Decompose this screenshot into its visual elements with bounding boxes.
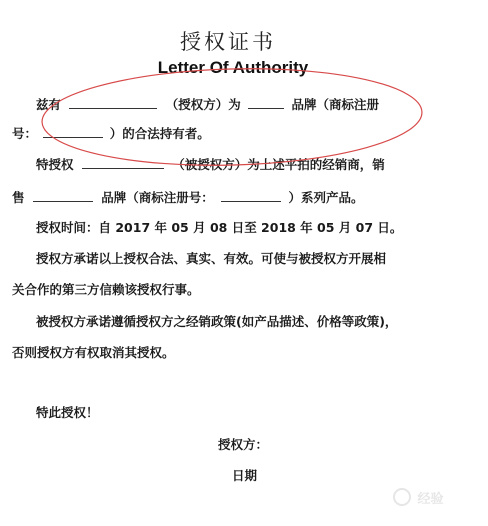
authorized-commitment-line-1: 被授权方承诺遵循授权方之经销政策(如产品描述、价格等政策)，	[36, 314, 398, 329]
brand-blank	[248, 96, 284, 109]
document-title: 授权证书	[180, 30, 276, 54]
paragraph-grant-line-1	[36, 155, 385, 173]
product-brand-label: 品牌（商标注册号：	[101, 190, 214, 205]
sell-prefix: 售	[12, 190, 25, 205]
date-label: 日期	[232, 468, 258, 483]
closing-statement: 特此授权！	[36, 405, 99, 420]
product-reg-blank	[221, 189, 281, 202]
watermark	[393, 488, 473, 510]
authorized-commitment-line-2: 否则授权方有权取消其授权。	[12, 345, 175, 360]
holder-prefix: 兹有	[36, 97, 62, 112]
holder-suffix: ）的合法持有者。	[109, 126, 210, 141]
paragraph-holder-line-2	[12, 124, 210, 142]
grant-description: （被授权方）为上述平拍的经销商，销	[172, 157, 385, 172]
authorizer-commitment-line-2: 关合作的第三方信赖该授权行事。	[12, 282, 200, 297]
grant-prefix: 特授权	[36, 157, 74, 172]
document-subtitle: Letter Of Authority	[157, 58, 309, 77]
reg-number-blank	[43, 125, 103, 138]
paragraph-holder-line-1	[36, 95, 379, 113]
product-brand-blank	[33, 189, 93, 202]
authorizer-commitment-line-1: 授权方承诺以上授权合法、真实、有效。可使与被授权方开展相	[36, 251, 387, 266]
authorization-period: 授权时间：自 2017 年 05 月 08 日至 2018 年 05 月 07 日。	[36, 220, 403, 235]
authorizer-blank	[69, 96, 157, 109]
watermark-text: 经验	[417, 492, 444, 507]
authorized-party-blank	[82, 156, 164, 169]
paragraph-grant-line-2	[12, 188, 363, 206]
authorizer-label: （授权方）为	[165, 97, 241, 112]
brand-label: 品牌（商标注册	[291, 97, 379, 112]
product-suffix: ）系列产品。	[288, 190, 364, 205]
watermark-logo-icon	[393, 488, 411, 506]
reg-number-prefix: 号：	[12, 126, 38, 141]
signature-label: 授权方：	[218, 437, 269, 452]
